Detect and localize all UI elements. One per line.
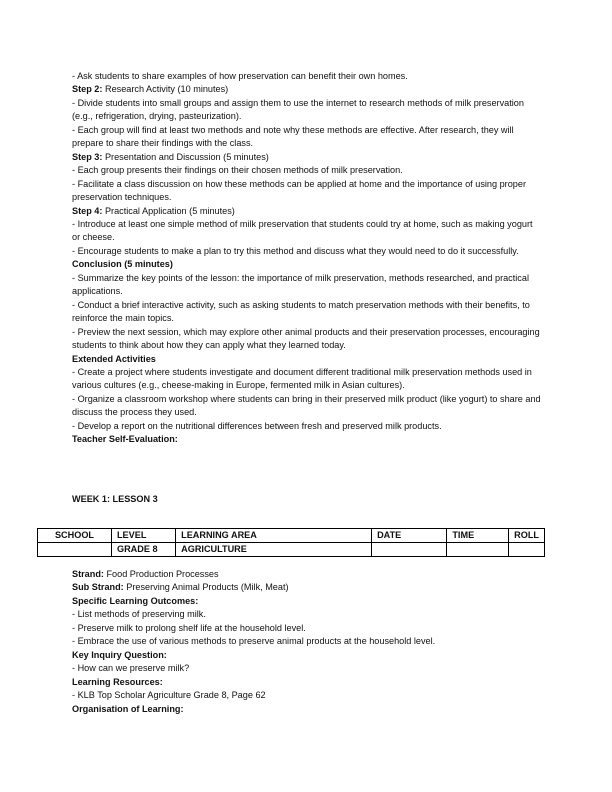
- sub-strand-line: Sub Strand: Preserving Animal Products (Milk, Meat): [72, 582, 289, 593]
- paragraph-line: - Facilitate a class discussion on how these methods can be applied at home and the importance of using proper preservation techniques.: [72, 178, 526, 203]
- table-header-cell: LEARNING AREA: [176, 529, 372, 543]
- paragraph-line: - Summarize the key points of the lesson: the importance of milk preservation, methods researched, and practical applications.: [72, 272, 529, 297]
- table-header-cell: TIME: [447, 529, 509, 543]
- step-2-heading: Step 2: Research Activity (10 minutes): [72, 84, 229, 95]
- step-4-heading: Step 4: Practical Application (5 minutes): [72, 205, 235, 216]
- paragraph-line: - Ask students to share examples of how preservation can benefit their own homes.: [72, 71, 408, 81]
- step-3-heading: Step 3: Presentation and Discussion (5 minutes): [72, 151, 269, 162]
- key-inquiry-heading: Key Inquiry Question:: [72, 649, 167, 660]
- table-cell: [447, 543, 509, 557]
- lesson-3-section: [72, 568, 542, 716]
- table-header-cell: LEVEL: [111, 529, 175, 543]
- table-cell: [38, 543, 112, 557]
- paragraph-line: - Introduce at least one simple method of milk preservation that students could try at home, such as making yogurt or cheese.: [72, 218, 533, 243]
- table-cell: [372, 543, 447, 557]
- paragraph-line: - Create a project where students investigate and document different traditional milk preservation methods used in various cultures (e.g., cheese-making in Europe, fermented milk in Asian cultures).: [72, 366, 532, 391]
- blank-space: [72, 473, 542, 493]
- table-cell: AGRICULTURE: [176, 543, 372, 557]
- paragraph-line: - Preview the next session, which may explore other animal products and their preservation processes, encouraging students to think about how they can apply what they learned today.: [72, 326, 540, 351]
- outcomes-heading: Specific Learning Outcomes:: [72, 595, 199, 606]
- extended-activities-heading: Extended Activities: [72, 353, 156, 364]
- table-header-cell: SCHOOL: [38, 529, 112, 543]
- paragraph-line: - How can we preserve milk?: [72, 663, 190, 674]
- paragraph-line: - Encourage students to make a plan to try this method and discuss what they would need to do it successfully.: [72, 245, 519, 256]
- table-cell: GRADE 8: [111, 543, 175, 557]
- table-header-cell: DATE: [372, 529, 447, 543]
- table-header-row: [38, 529, 545, 543]
- paragraph-line: - KLB Top Scholar Agriculture Grade 8, Page 62: [72, 690, 266, 701]
- paragraph-line: - Develop a report on the nutritional differences between fresh and preserved milk products.: [72, 420, 442, 431]
- paragraph-line: - Conduct a brief interactive activity, such as asking students to match preservation methods with their benefits, to reinforce the main topics.: [72, 299, 530, 324]
- paragraph-line: - Divide students into small groups and assign them to use the internet to research methods of milk preservation (e.g., refrigeration, drying, pasteurization).: [72, 97, 524, 122]
- paragraph-line: - Each group will find at least two methods and note why these methods are effective. After research, they will prepare to share their findings with the class.: [72, 124, 514, 149]
- teacher-self-evaluation-heading: Teacher Self-Evaluation:: [72, 434, 178, 445]
- lesson-continued-section: [72, 70, 542, 506]
- lesson-info-table: [37, 528, 545, 557]
- table-header-cell: ROLL: [509, 529, 545, 543]
- paragraph-line: - Preserve milk to prolong shelf life at the household level.: [72, 622, 306, 633]
- strand-line: Strand: Food Production Processes: [72, 569, 219, 579]
- blank-space: [72, 447, 542, 473]
- week-lesson-heading: WEEK 1: LESSON 3: [72, 493, 158, 504]
- paragraph-line: - Organize a classroom workshop where students can bring in their preserved milk product (like yogurt) to share and discuss the process they used.: [72, 393, 541, 418]
- organisation-heading: Organisation of Learning:: [72, 703, 184, 714]
- paragraph-line: - Each group presents their findings on their chosen methods of milk preservation.: [72, 165, 403, 176]
- paragraph-line: - Embrace the use of various methods to preserve animal products at the household level.: [72, 636, 436, 647]
- paragraph-line: - List methods of preserving milk.: [72, 609, 206, 620]
- table-cell: [509, 543, 545, 557]
- learning-resources-heading: Learning Resources:: [72, 676, 163, 687]
- conclusion-heading: Conclusion (5 minutes): [72, 259, 173, 270]
- table-row: [38, 543, 545, 557]
